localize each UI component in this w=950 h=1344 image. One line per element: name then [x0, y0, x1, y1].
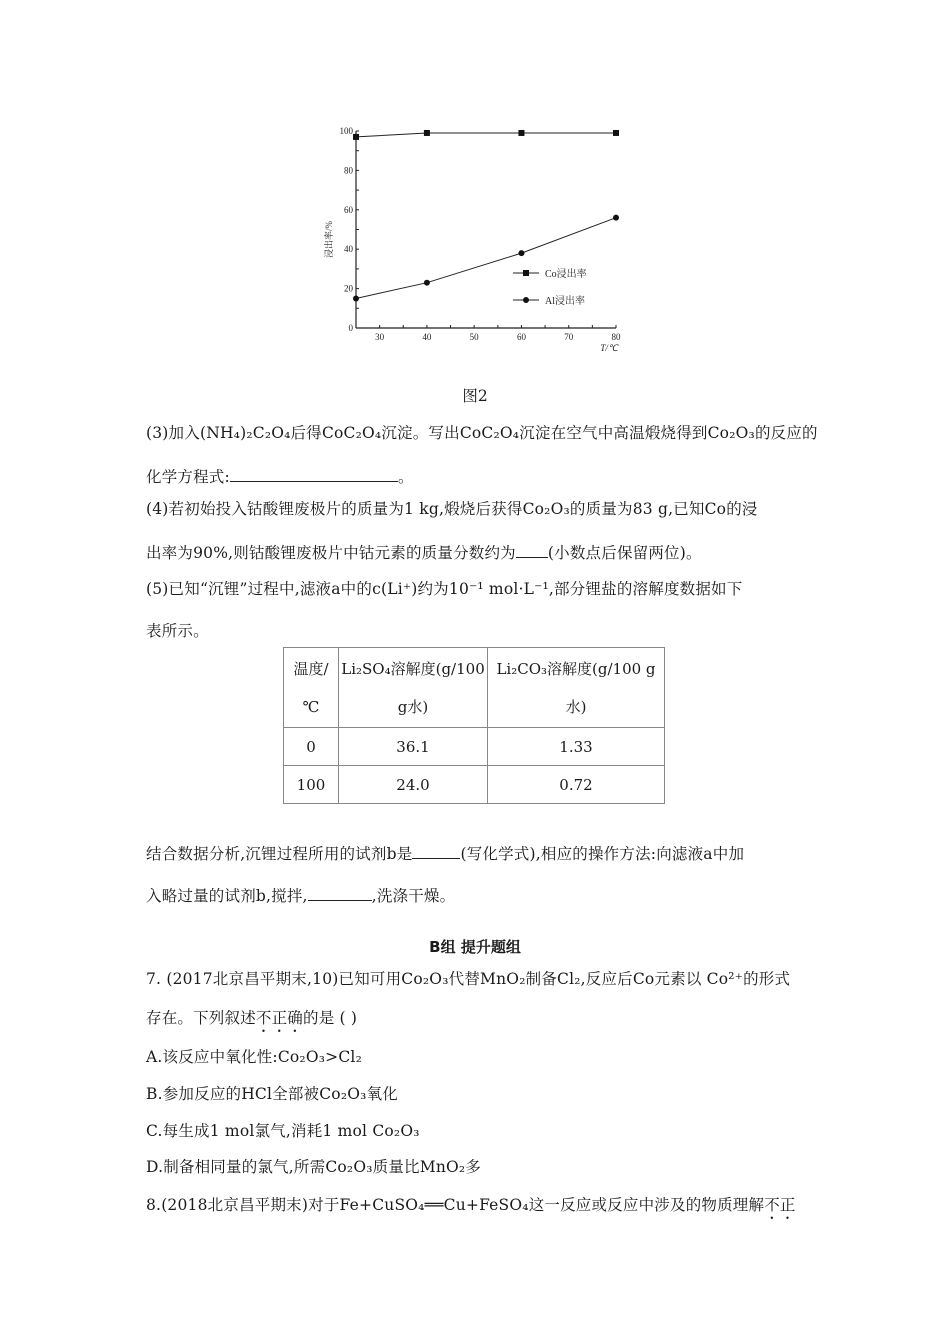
q3-answer-blank[interactable] [230, 467, 398, 482]
table-row [284, 728, 665, 766]
svg-text:50: 50 [469, 332, 479, 342]
svg-text:60: 60 [344, 204, 353, 215]
q5-op-suffix: ,洗涤干燥。 [371, 887, 456, 905]
svg-text:浸出率/%: 浸出率/% [324, 221, 334, 258]
leaching-rate-chart [320, 115, 640, 365]
q5-after-line2 [146, 884, 455, 906]
svg-text:80: 80 [344, 165, 353, 176]
svg-text:70: 70 [564, 332, 574, 342]
table-cell: 0 [284, 728, 339, 766]
q5-line1: (5)已知“沉锂”过程中,滤液a中的c(Li⁺)约为10⁻¹ mol·L⁻¹,部分锂盐的溶解度数据如下 [146, 580, 743, 598]
table-cell: 0.72 [488, 766, 665, 804]
q7-bracket: 的是 ( ) [303, 1009, 358, 1027]
q7-line1: 7. (2017北京昌平期末,10)已知可用Co₂O₃代替MnO₂制备Cl₂,反应后Co元素以 Co²⁺的形式 [146, 970, 791, 988]
q5-b-suffix: (写化学式),相应的操作方法:向滤液a中加 [460, 845, 745, 863]
svg-text:Co浸出率: Co浸出率 [545, 269, 587, 280]
q4-line2 [146, 541, 702, 563]
table-cell: 1.33 [488, 728, 665, 766]
q7-option-a[interactable]: A.该反应中氧化性:Co₂O₃>Cl₂ [146, 1048, 362, 1066]
table-header-cell: Li₂SO₄溶解度(g/100 g水) [339, 648, 488, 728]
table-row [284, 766, 665, 804]
table-header-cell: 温度/ ℃ [284, 648, 339, 728]
q7-option-c[interactable]: C.每生成1 mol氯气,消耗1 mol Co₂O₃ [146, 1122, 420, 1140]
q5-operation-blank[interactable] [308, 886, 372, 901]
section-b-title: B组 提升题组 [429, 938, 521, 956]
q5-line2: 表所示。 [146, 622, 209, 640]
q3-line2 [146, 465, 414, 487]
table-header-row [284, 648, 665, 728]
q3-prompt: 化学方程式: [146, 468, 230, 486]
svg-text:60: 60 [516, 332, 526, 342]
q7-stem: 存在。下列叙述 [146, 1009, 256, 1027]
table-cell: 24.0 [339, 766, 488, 804]
solubility-table [283, 647, 665, 804]
svg-text:T/℃: T/℃ [600, 343, 618, 353]
q5-op-prompt: 入略过量的试剂b,搅拌, [146, 887, 308, 905]
q5-after-line1 [146, 842, 744, 864]
q7-option-b[interactable]: B.参加反应的HCl全部被Co₂O₃氧化 [146, 1085, 398, 1103]
q8-emphasis: 不正 [764, 1196, 796, 1214]
figure-caption: 图2 [462, 387, 488, 405]
q4-prompt: 出率为90%,则钴酸锂废极片中钴元素的质量分数约为 [146, 544, 516, 562]
q7-line2 [146, 1006, 357, 1036]
q4-line1: (4)若初始投入钴酸锂废极片的质量为1 kg,煅烧后获得Co₂O₃的质量为83 g,已知Co的浸 [146, 500, 758, 518]
table-cell: 100 [284, 766, 339, 804]
svg-text:40: 40 [344, 244, 353, 255]
q5-reagent-blank[interactable] [412, 844, 460, 859]
table-header-cell: Li₂CO₃溶解度(g/100 g 水) [488, 648, 665, 728]
svg-text:40: 40 [422, 332, 432, 342]
q8-stem: 8.(2018北京昌平期末)对于Fe+CuSO₄══Cu+FeSO₄这一反应或反应中涉及的物质理解 [146, 1196, 765, 1214]
svg-text:Al浸出率: Al浸出率 [545, 296, 585, 307]
q4-answer-blank[interactable] [516, 543, 548, 558]
q8-line1 [146, 1193, 796, 1223]
q5-b-prompt: 结合数据分析,沉锂过程所用的试剂b是 [146, 845, 413, 863]
svg-text:80: 80 [611, 332, 621, 342]
q3-suffix: 。 [397, 468, 414, 486]
svg-text:100: 100 [339, 126, 353, 136]
svg-text:30: 30 [375, 332, 385, 342]
svg-text:0: 0 [348, 323, 353, 333]
svg-text:20: 20 [344, 283, 353, 294]
q4-suffix: (小数点后保留两位)。 [547, 544, 702, 562]
q7-emphasis: 不正确 [255, 1009, 304, 1027]
q7-option-d[interactable]: D.制备相同量的氯气,所需Co₂O₃质量比MnO₂多 [146, 1158, 482, 1176]
table-cell: 36.1 [339, 728, 488, 766]
q3-line1: (3)加入(NH₄)₂C₂O₄后得CoC₂O₄沉淀。写出CoC₂O₄沉淀在空气中高温煅烧得到Co₂O₃的反应的 [146, 424, 818, 442]
